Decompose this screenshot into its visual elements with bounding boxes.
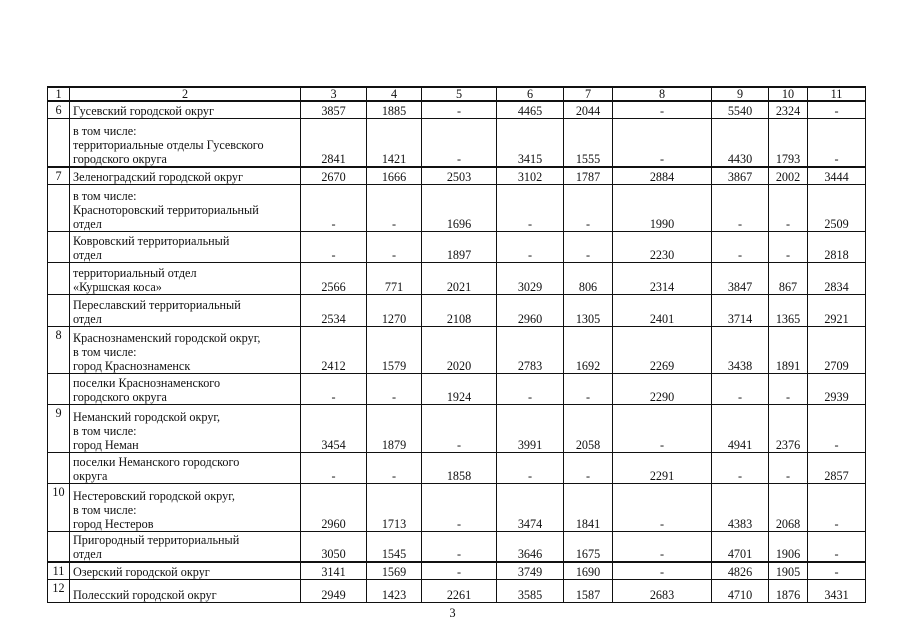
territory-name: Пригородный территориальный отдел <box>70 531 301 562</box>
territory-name: в том числе: территориальные отделы Гусевского городского округа <box>70 118 301 167</box>
value-cell: - <box>422 101 497 118</box>
value-cell: 1879 <box>367 404 422 452</box>
value-cell: - <box>712 184 769 231</box>
row-number: 6 <box>48 101 70 118</box>
value-cell: 1692 <box>564 326 613 373</box>
value-cell: 1421 <box>367 118 422 167</box>
territory-name: Зеленоградский городской округ <box>70 167 301 184</box>
value-cell: 4710 <box>712 579 769 602</box>
value-cell: 1587 <box>564 579 613 602</box>
value-cell: 2269 <box>613 326 712 373</box>
value-cell: 3646 <box>497 531 564 562</box>
value-cell: 1675 <box>564 531 613 562</box>
column-number: 9 <box>712 87 769 101</box>
value-cell: - <box>808 101 866 118</box>
row-number: 9 <box>48 404 70 452</box>
value-cell: 2949 <box>301 579 367 602</box>
value-cell: 2230 <box>613 231 712 262</box>
value-cell: 3857 <box>301 101 367 118</box>
table-row <box>48 531 866 562</box>
value-cell: - <box>422 531 497 562</box>
value-cell: 1666 <box>367 167 422 184</box>
value-cell: 3749 <box>497 562 564 579</box>
value-cell: - <box>808 118 866 167</box>
value-cell: - <box>808 404 866 452</box>
territory-name: поселки Краснознаменского городского округа <box>70 373 301 404</box>
value-cell: 2670 <box>301 167 367 184</box>
value-cell: - <box>301 231 367 262</box>
value-cell: - <box>613 404 712 452</box>
value-cell: 1787 <box>564 167 613 184</box>
value-cell: 2960 <box>301 483 367 531</box>
value-cell: - <box>367 184 422 231</box>
column-number: 4 <box>367 87 422 101</box>
value-cell: 1569 <box>367 562 422 579</box>
value-cell: 3474 <box>497 483 564 531</box>
value-cell: - <box>808 562 866 579</box>
value-cell: 2783 <box>497 326 564 373</box>
table-row <box>48 294 866 326</box>
column-number: 6 <box>497 87 564 101</box>
value-cell: - <box>564 184 613 231</box>
territory-name: Переславский территориальный отдел <box>70 294 301 326</box>
value-cell: 3454 <box>301 404 367 452</box>
table-row <box>48 326 866 373</box>
row-number: 7 <box>48 167 70 184</box>
value-cell: 1858 <box>422 452 497 483</box>
value-cell: - <box>613 531 712 562</box>
value-cell: - <box>422 404 497 452</box>
column-number: 11 <box>808 87 866 101</box>
value-cell: - <box>497 184 564 231</box>
territory-name: Ковровский территориальный отдел <box>70 231 301 262</box>
territory-name: Гусевский городской округ <box>70 101 301 118</box>
value-cell: 2509 <box>808 184 866 231</box>
value-cell: - <box>422 483 497 531</box>
row-number: 8 <box>48 326 70 373</box>
column-number: 7 <box>564 87 613 101</box>
value-cell: 1270 <box>367 294 422 326</box>
column-number: 5 <box>422 87 497 101</box>
value-cell: 2108 <box>422 294 497 326</box>
table-row <box>48 562 866 579</box>
value-cell: 3102 <box>497 167 564 184</box>
value-cell: - <box>769 452 808 483</box>
value-cell: - <box>367 231 422 262</box>
value-cell: 3444 <box>808 167 866 184</box>
table-row <box>48 404 866 452</box>
value-cell: 2291 <box>613 452 712 483</box>
value-cell: 1885 <box>367 101 422 118</box>
value-cell: 1305 <box>564 294 613 326</box>
table-body <box>48 87 866 602</box>
value-cell: - <box>497 231 564 262</box>
table-row <box>48 579 866 602</box>
value-cell: 2939 <box>808 373 866 404</box>
table-row <box>48 373 866 404</box>
value-cell: 3438 <box>712 326 769 373</box>
value-cell: - <box>613 483 712 531</box>
value-cell: 1891 <box>769 326 808 373</box>
column-number: 8 <box>613 87 712 101</box>
value-cell: 3141 <box>301 562 367 579</box>
value-cell: - <box>564 452 613 483</box>
value-cell: 2261 <box>422 579 497 602</box>
value-cell: 2314 <box>613 262 712 294</box>
value-cell: - <box>712 452 769 483</box>
value-cell: 2401 <box>613 294 712 326</box>
value-cell: 2960 <box>497 294 564 326</box>
territory-name: Нестеровский городской округ, в том числе: город Нестеров <box>70 483 301 531</box>
value-cell: 2503 <box>422 167 497 184</box>
value-cell: - <box>808 483 866 531</box>
row-number <box>48 294 70 326</box>
value-cell: - <box>712 231 769 262</box>
value-cell: 2857 <box>808 452 866 483</box>
value-cell: 4701 <box>712 531 769 562</box>
value-cell: 2376 <box>769 404 808 452</box>
value-cell: - <box>769 373 808 404</box>
value-cell: 2058 <box>564 404 613 452</box>
value-cell: 2709 <box>808 326 866 373</box>
column-number: 10 <box>769 87 808 101</box>
value-cell: 1713 <box>367 483 422 531</box>
value-cell: 3050 <box>301 531 367 562</box>
value-cell: - <box>564 231 613 262</box>
value-cell: 2068 <box>769 483 808 531</box>
value-cell: 3585 <box>497 579 564 602</box>
column-number-row <box>48 87 866 101</box>
territory-name: Неманский городской округ, в том числе: город Неман <box>70 404 301 452</box>
value-cell: 3847 <box>712 262 769 294</box>
value-cell: 1690 <box>564 562 613 579</box>
value-cell: 1906 <box>769 531 808 562</box>
value-cell: 2818 <box>808 231 866 262</box>
value-cell: - <box>301 373 367 404</box>
table-row <box>48 118 866 167</box>
value-cell: - <box>301 452 367 483</box>
value-cell: - <box>613 101 712 118</box>
value-cell: 1555 <box>564 118 613 167</box>
value-cell: 2884 <box>613 167 712 184</box>
value-cell: 1793 <box>769 118 808 167</box>
table-row <box>48 184 866 231</box>
value-cell: - <box>497 452 564 483</box>
territory-name: в том числе: Красноторовский территориальный отдел <box>70 184 301 231</box>
value-cell: 4383 <box>712 483 769 531</box>
value-cell: - <box>497 373 564 404</box>
value-cell: 3415 <box>497 118 564 167</box>
value-cell: 806 <box>564 262 613 294</box>
territory-name: поселки Неманского городского округа <box>70 452 301 483</box>
value-cell: 3991 <box>497 404 564 452</box>
value-cell: 867 <box>769 262 808 294</box>
value-cell: - <box>712 373 769 404</box>
value-cell: 4941 <box>712 404 769 452</box>
value-cell: 2020 <box>422 326 497 373</box>
row-number: 10 <box>48 483 70 531</box>
page-number: 3 <box>449 606 456 620</box>
value-cell: 1579 <box>367 326 422 373</box>
value-cell: 1696 <box>422 184 497 231</box>
value-cell: 2534 <box>301 294 367 326</box>
value-cell: 2834 <box>808 262 866 294</box>
value-cell: 2021 <box>422 262 497 294</box>
table-row <box>48 483 866 531</box>
row-number: 11 <box>48 562 70 579</box>
territory-name: территориальный отдел «Куршская коса» <box>70 262 301 294</box>
value-cell: 2921 <box>808 294 866 326</box>
table-row <box>48 231 866 262</box>
value-cell: - <box>422 562 497 579</box>
value-cell: 1876 <box>769 579 808 602</box>
table-row <box>48 101 866 118</box>
table-row <box>48 452 866 483</box>
value-cell: 2412 <box>301 326 367 373</box>
value-cell: 771 <box>367 262 422 294</box>
value-cell: - <box>367 452 422 483</box>
value-cell: 1905 <box>769 562 808 579</box>
column-number: 1 <box>48 87 70 101</box>
value-cell: 1990 <box>613 184 712 231</box>
value-cell: - <box>422 118 497 167</box>
table-row <box>48 167 866 184</box>
value-cell: 2841 <box>301 118 367 167</box>
value-cell: - <box>564 373 613 404</box>
value-cell: 3867 <box>712 167 769 184</box>
value-cell: 1897 <box>422 231 497 262</box>
column-number: 2 <box>70 87 301 101</box>
value-cell: - <box>367 373 422 404</box>
value-cell: 3029 <box>497 262 564 294</box>
row-number <box>48 184 70 231</box>
row-number <box>48 531 70 562</box>
value-cell: - <box>301 184 367 231</box>
value-cell: 1423 <box>367 579 422 602</box>
value-cell: - <box>808 531 866 562</box>
row-number <box>48 231 70 262</box>
tariff-table <box>47 86 866 603</box>
value-cell: 1545 <box>367 531 422 562</box>
value-cell: 2566 <box>301 262 367 294</box>
column-number: 3 <box>301 87 367 101</box>
row-number: 12 <box>48 579 70 602</box>
value-cell: - <box>613 118 712 167</box>
row-number <box>48 118 70 167</box>
value-cell: - <box>613 562 712 579</box>
value-cell: - <box>769 231 808 262</box>
value-cell: 2002 <box>769 167 808 184</box>
value-cell: 4465 <box>497 101 564 118</box>
value-cell: 4826 <box>712 562 769 579</box>
row-number <box>48 452 70 483</box>
value-cell: 5540 <box>712 101 769 118</box>
row-number <box>48 373 70 404</box>
value-cell: 2044 <box>564 101 613 118</box>
value-cell: 1841 <box>564 483 613 531</box>
row-number <box>48 262 70 294</box>
value-cell: 4430 <box>712 118 769 167</box>
value-cell: 3431 <box>808 579 866 602</box>
territory-name: Озерский городской округ <box>70 562 301 579</box>
territory-name: Полесский городской округ <box>70 579 301 602</box>
value-cell: 2324 <box>769 101 808 118</box>
value-cell: 2683 <box>613 579 712 602</box>
table-row <box>48 262 866 294</box>
value-cell: 2290 <box>613 373 712 404</box>
territory-name: Краснознаменский городской округ, в том числе: город Краснознаменск <box>70 326 301 373</box>
value-cell: - <box>769 184 808 231</box>
value-cell: 3714 <box>712 294 769 326</box>
value-cell: 1924 <box>422 373 497 404</box>
value-cell: 1365 <box>769 294 808 326</box>
